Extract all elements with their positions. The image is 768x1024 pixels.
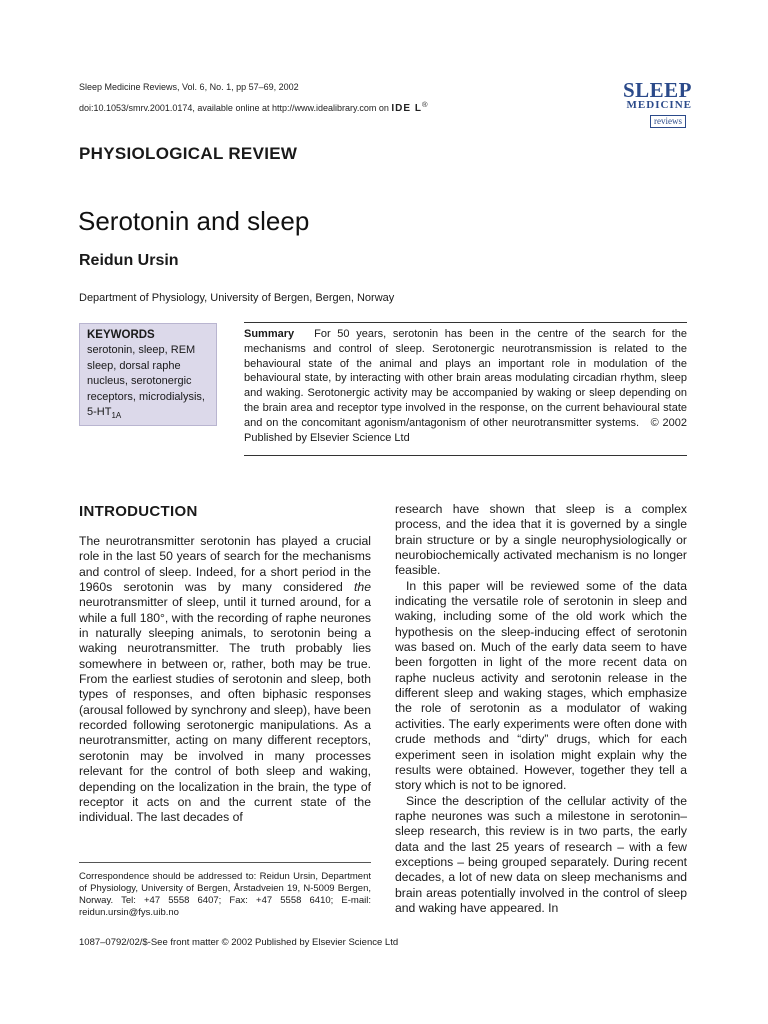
logo-medicine: MEDICINE xyxy=(626,99,692,111)
intro-paragraph-2: research have shown that sleep is a complex process, and the idea that it is governed by a single brain structure or by a single neurophysiologically or neurobiochemically activated mechanism is no longer feasible. xyxy=(395,502,687,578)
keywords-box xyxy=(79,323,217,426)
summary-text: For 50 years, serotonin has been in the centre of the search for the mechanisms and control of sleep. Serotonergic neurotransmission is related to the behavioural state of the animal and plays an important role in modulation of the behavioural state, by interacting with other brain areas modulating circadian rhythm, sleep and waking. Serotonergic activity may be accompanied by waking or sleep depending on the brain area and receptor type involved in the response, on the current behavioural state and on the concomitant agonism/antagonism of other neurotransmitter systems. xyxy=(244,328,687,429)
logo-reviews: reviews xyxy=(650,115,686,128)
summary-label: Summary xyxy=(244,328,295,340)
keywords-list: serotonin, sleep, REM sleep, dorsal raphe nucleus, serotonergic receptors, microdialysis, $5-HT_{1A}$ xyxy=(87,344,205,421)
introduction-heading: INTRODUCTION xyxy=(79,503,198,520)
affiliation: Department of Physiology, University of Bergen, Bergen, Norway xyxy=(79,292,395,304)
journal-citation: Sleep Medicine Reviews, Vol. 6, No. 1, pp 57–69, 2002 xyxy=(79,82,299,92)
summary-copyright: © 2002 Published by Elsevier Science Ltd xyxy=(244,416,687,444)
journal-logo xyxy=(596,80,692,129)
footnote-rule xyxy=(79,862,371,863)
article-title: Serotonin and sleep xyxy=(78,206,310,236)
doi-line xyxy=(79,99,427,115)
intro-paragraph-3: In this paper will be reviewed some of the data indicating the versatile role of serotonin in sleep and waking, including some of the old work which the hypothesis on the sleep-inducing effect of serotonin was based on. Much of the early data seem to have been forgotten in light of the more recent data on raphe nucleus activity and serotonin release in the different sleep and waking stages, which emphasize the role of serotonin as a modulator of waking activities. The early experiments were often done with crude methods and “dirty” drugs, which for each experiment seen in isolation might explain why the results were obtained. However, together they tell a story which is not to be ignored. xyxy=(395,578,687,793)
summary xyxy=(244,327,687,445)
author-name: Reidun Ursin xyxy=(79,252,179,269)
issn-line: 1087–0792/02/$-See front matter © 2002 Published by Elsevier Science Ltd xyxy=(79,937,399,948)
intro-paragraph-4: Since the description of the cellular activity of the raphe neurones was such a milestone in serotonin–sleep research, this review is in two parts, the early data and the last 25 years of research – with a few exceptions – being grouped separately. During recent decades, a lot of new data on sleep mechanisms and brain areas potentially involved in the control of sleep and waking have appeared. In xyxy=(395,793,687,915)
body-column-right xyxy=(395,502,687,916)
section-type: PHYSIOLOGICAL REVIEW xyxy=(79,144,298,163)
summary-bottom-rule xyxy=(244,455,687,456)
keywords-heading: KEYWORDS xyxy=(87,329,155,341)
logo-sleep: SLEEP xyxy=(622,78,692,102)
summary-top-rule xyxy=(244,322,687,323)
registered-mark: ® xyxy=(421,100,428,109)
intro-paragraph-1: The neurotransmitter serotonin has played a crucial role in the last 50 years of search for the mechanisms and control of sleep. Indeed, for a short period in the 1960s serotonin was by many considered the neurotransmitter of sleep, until it turned around, for a while a full 180°, with the recording of raphe neurones in naturally sleeping animals, to serotonin being a waking neurotransmitter. The truth probably lies somewhere in between or, rather, both may be true. From the earliest studies of serotonin and sleep, both types of responses, and often biphasic responses (arousal followed by synchrony and sleep), have been recorded following serotonergic manipulations. As a neurotransmitter, acting on many different receptors, serotonin may be involved in many processes relevant for the control of both sleep and waking, depending on the localization in the brain, the type of receptor it acts on and the current state of the individual. The last decades of xyxy=(79,534,371,825)
ideal-logo: IDE L xyxy=(391,103,422,114)
doi-text: doi:10.1053/smrv.2001.0174, available online at http://www.idealibrary.com on xyxy=(79,103,389,113)
correspondence-footnote: Correspondence should be addressed to: Reidun Ursin, Department of Physiology, University of Bergen, Årstadveien 19, N-5009 Bergen, Norway. Tel: +47 5558 6407; Fax: +47 5558 6410; E-mail: reidun.ursin@fys.uib.no xyxy=(79,871,371,918)
keywords-subscript: 1A xyxy=(111,411,122,421)
body-column-left xyxy=(79,534,371,826)
